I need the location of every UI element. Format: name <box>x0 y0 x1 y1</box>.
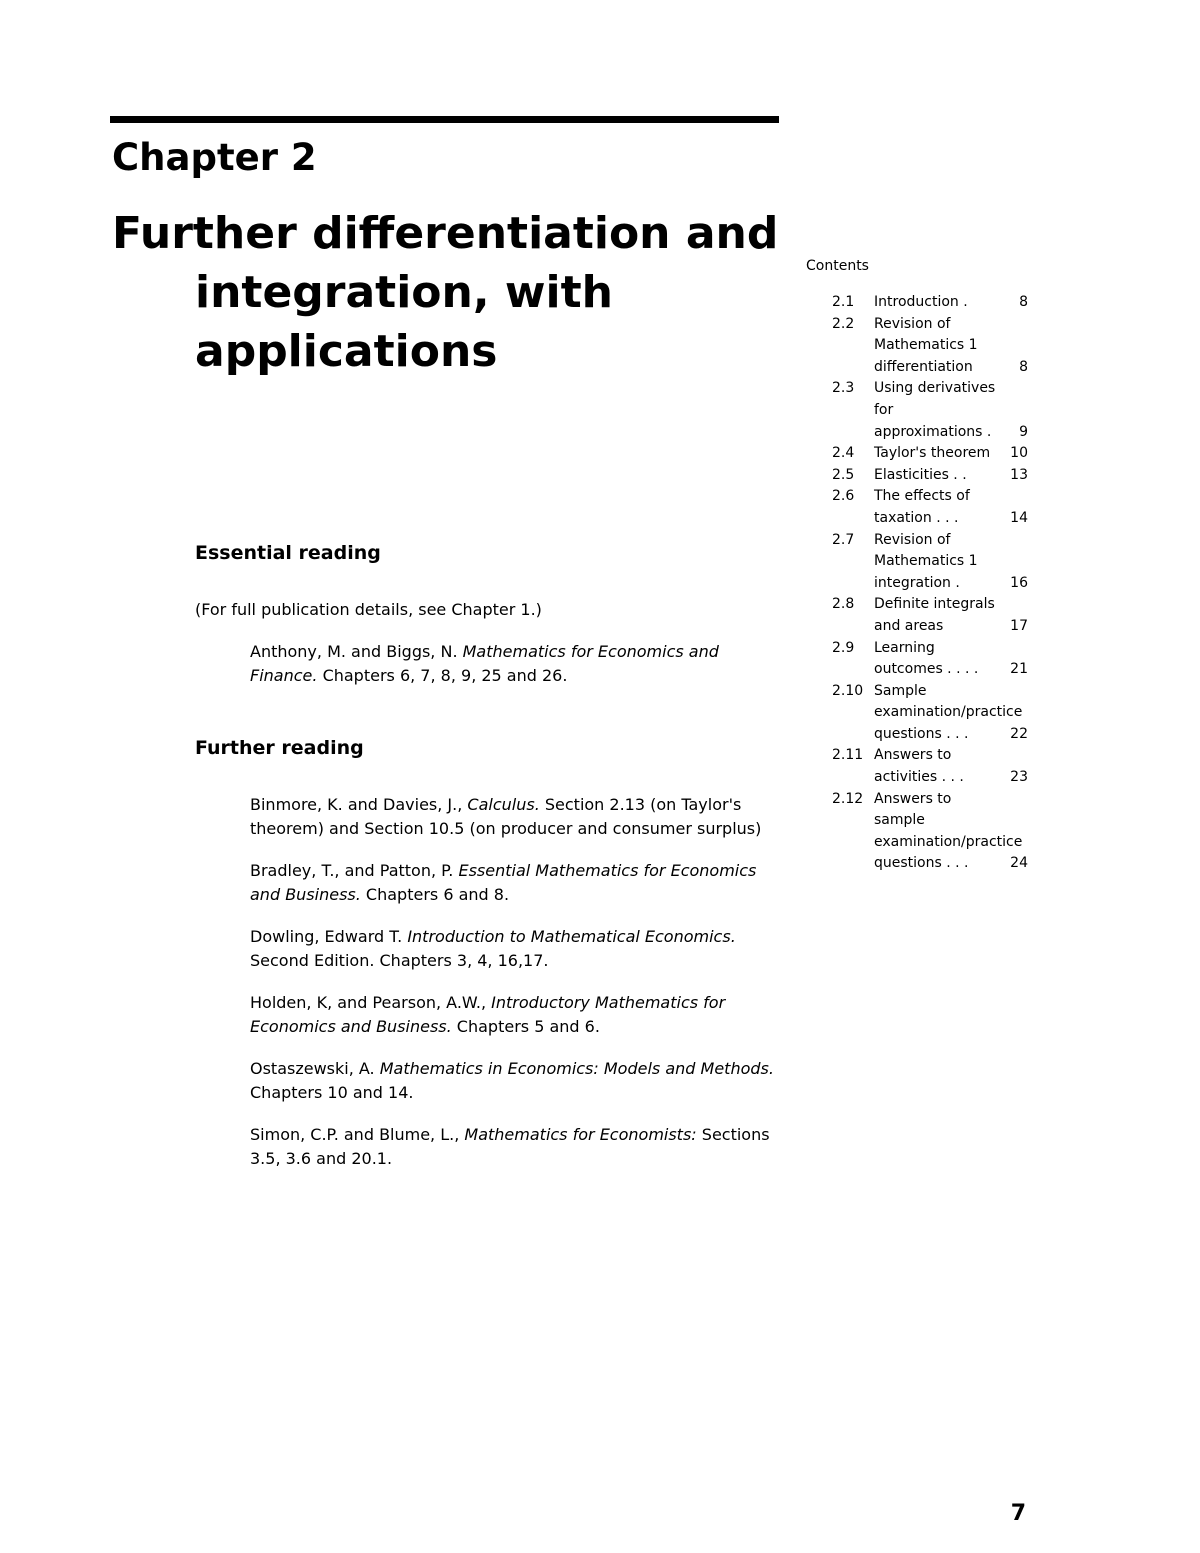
contents-item[interactable] <box>832 314 1032 379</box>
contents-item-title: Learning outcomes . . . . <box>874 639 979 678</box>
contents-item-page: 10 <box>1010 445 1028 462</box>
contents-item-page: 8 <box>1019 358 1028 375</box>
contents-item-page: 23 <box>1010 769 1028 786</box>
contents-item[interactable] <box>832 292 1032 314</box>
reference-detail: Sections 3.5, 3.6 and 20.1. <box>250 1125 770 1168</box>
contents-item-number: 2.12 <box>832 790 864 807</box>
contents-item-number: 2.11 <box>832 747 864 764</box>
essential-reading-list <box>250 640 780 687</box>
reference-authors: Anthony, M. and Biggs, N. <box>250 642 458 661</box>
contents-item-number: 2.6 <box>832 488 855 505</box>
essential-reading-heading: Essential reading <box>195 542 381 564</box>
contents-item-page: 16 <box>1010 574 1028 591</box>
reference-detail: Chapters 6 and 8. <box>365 884 510 904</box>
reference-authors: Holden, K, and Pearson, A.W., <box>250 993 487 1012</box>
reference-detail: Chapters 5 and 6. <box>456 1016 600 1036</box>
contents-item[interactable] <box>832 745 1032 788</box>
contents-item-number: 2.8 <box>832 596 855 613</box>
contents-item-title: Taylor's theorem <box>874 445 991 462</box>
contents-item[interactable] <box>832 443 1032 465</box>
contents-item-title: Revision of Mathematics 1 differentiation <box>874 315 978 375</box>
reference-entry <box>250 1057 780 1104</box>
chapter-label: Chapter 2 <box>112 136 317 179</box>
contents-item-page: 8 <box>1019 294 1028 310</box>
contents-item-number: 2.5 <box>832 466 855 483</box>
contents-item-page: 9 <box>1019 423 1028 440</box>
page-number: 7 <box>1010 1501 1026 1526</box>
publication-details-note: (For full publication details, see Chapter 1.) <box>195 600 542 619</box>
contents-caption: Contents <box>806 258 869 274</box>
contents-item-title: Elasticities . . <box>874 466 967 483</box>
contents-item[interactable] <box>832 638 1032 681</box>
contents-item-title: Answers to sample examination/practice questions . . . <box>874 790 1023 872</box>
contents-item-number: 2.10 <box>832 682 864 699</box>
reference-title: Calculus. <box>467 795 540 814</box>
contents-item-number: 2.2 <box>832 315 855 332</box>
reference-entry <box>250 859 780 906</box>
reference-detail: Chapters 10 and 14. <box>250 1082 414 1102</box>
contents-item-title: Definite integrals and areas <box>874 596 995 634</box>
contents-item[interactable] <box>832 789 1032 875</box>
contents-item[interactable] <box>832 378 1032 443</box>
contents-item-page: 13 <box>1010 466 1028 483</box>
contents-item-number: 2.1 <box>832 294 855 310</box>
reference-detail: Second Edition. Chapters 3, 4, 16,17. <box>250 950 549 970</box>
contents-item-title: Using derivatives for approximations . <box>874 380 996 440</box>
reference-authors: Bradley, T., and Patton, P. <box>250 861 454 880</box>
reference-title: Mathematics for Economists: <box>464 1125 697 1144</box>
reference-authors: Binmore, K. and Davies, J., <box>250 795 463 814</box>
contents-item-page: 24 <box>1010 855 1028 872</box>
reference-title: Introduction to Mathematical Economics. <box>407 927 736 946</box>
reference-entry <box>250 640 780 687</box>
contents-item-number: 2.9 <box>832 639 855 656</box>
contents-item-title: The effects of taxation . . . <box>874 488 970 526</box>
contents-item-title: Sample examination/practice questions . . . <box>874 682 1023 742</box>
reference-entry <box>250 925 780 972</box>
reference-title: Mathematics in Economics: Models and Methods. <box>379 1059 774 1078</box>
contents-item-page: 21 <box>1010 661 1028 678</box>
contents-item[interactable] <box>832 465 1032 487</box>
contents-item[interactable] <box>832 681 1032 746</box>
reference-detail: Chapters 6, 7, 8, 9, 25 and 26. <box>322 665 568 685</box>
contents-item-page: 17 <box>1010 617 1028 634</box>
contents-item[interactable] <box>832 594 1032 637</box>
further-reading-list <box>250 793 780 1170</box>
chapter-title: Further differentiation and integration, with applications <box>112 208 779 377</box>
reference-entry <box>250 1123 780 1170</box>
contents-list <box>832 292 1032 875</box>
contents-item-number: 2.3 <box>832 380 855 397</box>
contents-item-page: 14 <box>1010 509 1028 526</box>
reference-entry <box>250 991 780 1038</box>
further-reading-heading: Further reading <box>195 737 364 759</box>
contents-item[interactable] <box>832 530 1032 595</box>
contents-item-number: 2.4 <box>832 445 855 462</box>
reference-detail: Section 2.13 (on Taylor's theorem) and Section 10.5 (on producer and consumer surplus) <box>250 795 762 838</box>
reference-title: Introductory Mathematics for Economics and Business. <box>250 993 726 1036</box>
contents-item-number: 2.7 <box>832 531 855 548</box>
reference-entry <box>250 793 780 840</box>
chapter-rule <box>110 116 779 123</box>
contents-item-title: Answers to activities . . . <box>874 747 964 786</box>
contents-item[interactable] <box>832 486 1032 529</box>
reference-title: Essential Mathematics for Economics and Business. <box>250 861 757 904</box>
reference-authors: Dowling, Edward T. <box>250 927 403 946</box>
contents-item-title: Revision of Mathematics 1 integration . <box>874 531 978 591</box>
reference-authors: Simon, C.P. and Blume, L., <box>250 1125 460 1144</box>
reference-authors: Ostaszewski, A. <box>250 1059 375 1078</box>
contents-item-page: 22 <box>1010 725 1028 742</box>
reference-title: Mathematics for Economics and Finance. <box>250 642 719 685</box>
contents-item-title: Introduction . <box>874 294 968 310</box>
